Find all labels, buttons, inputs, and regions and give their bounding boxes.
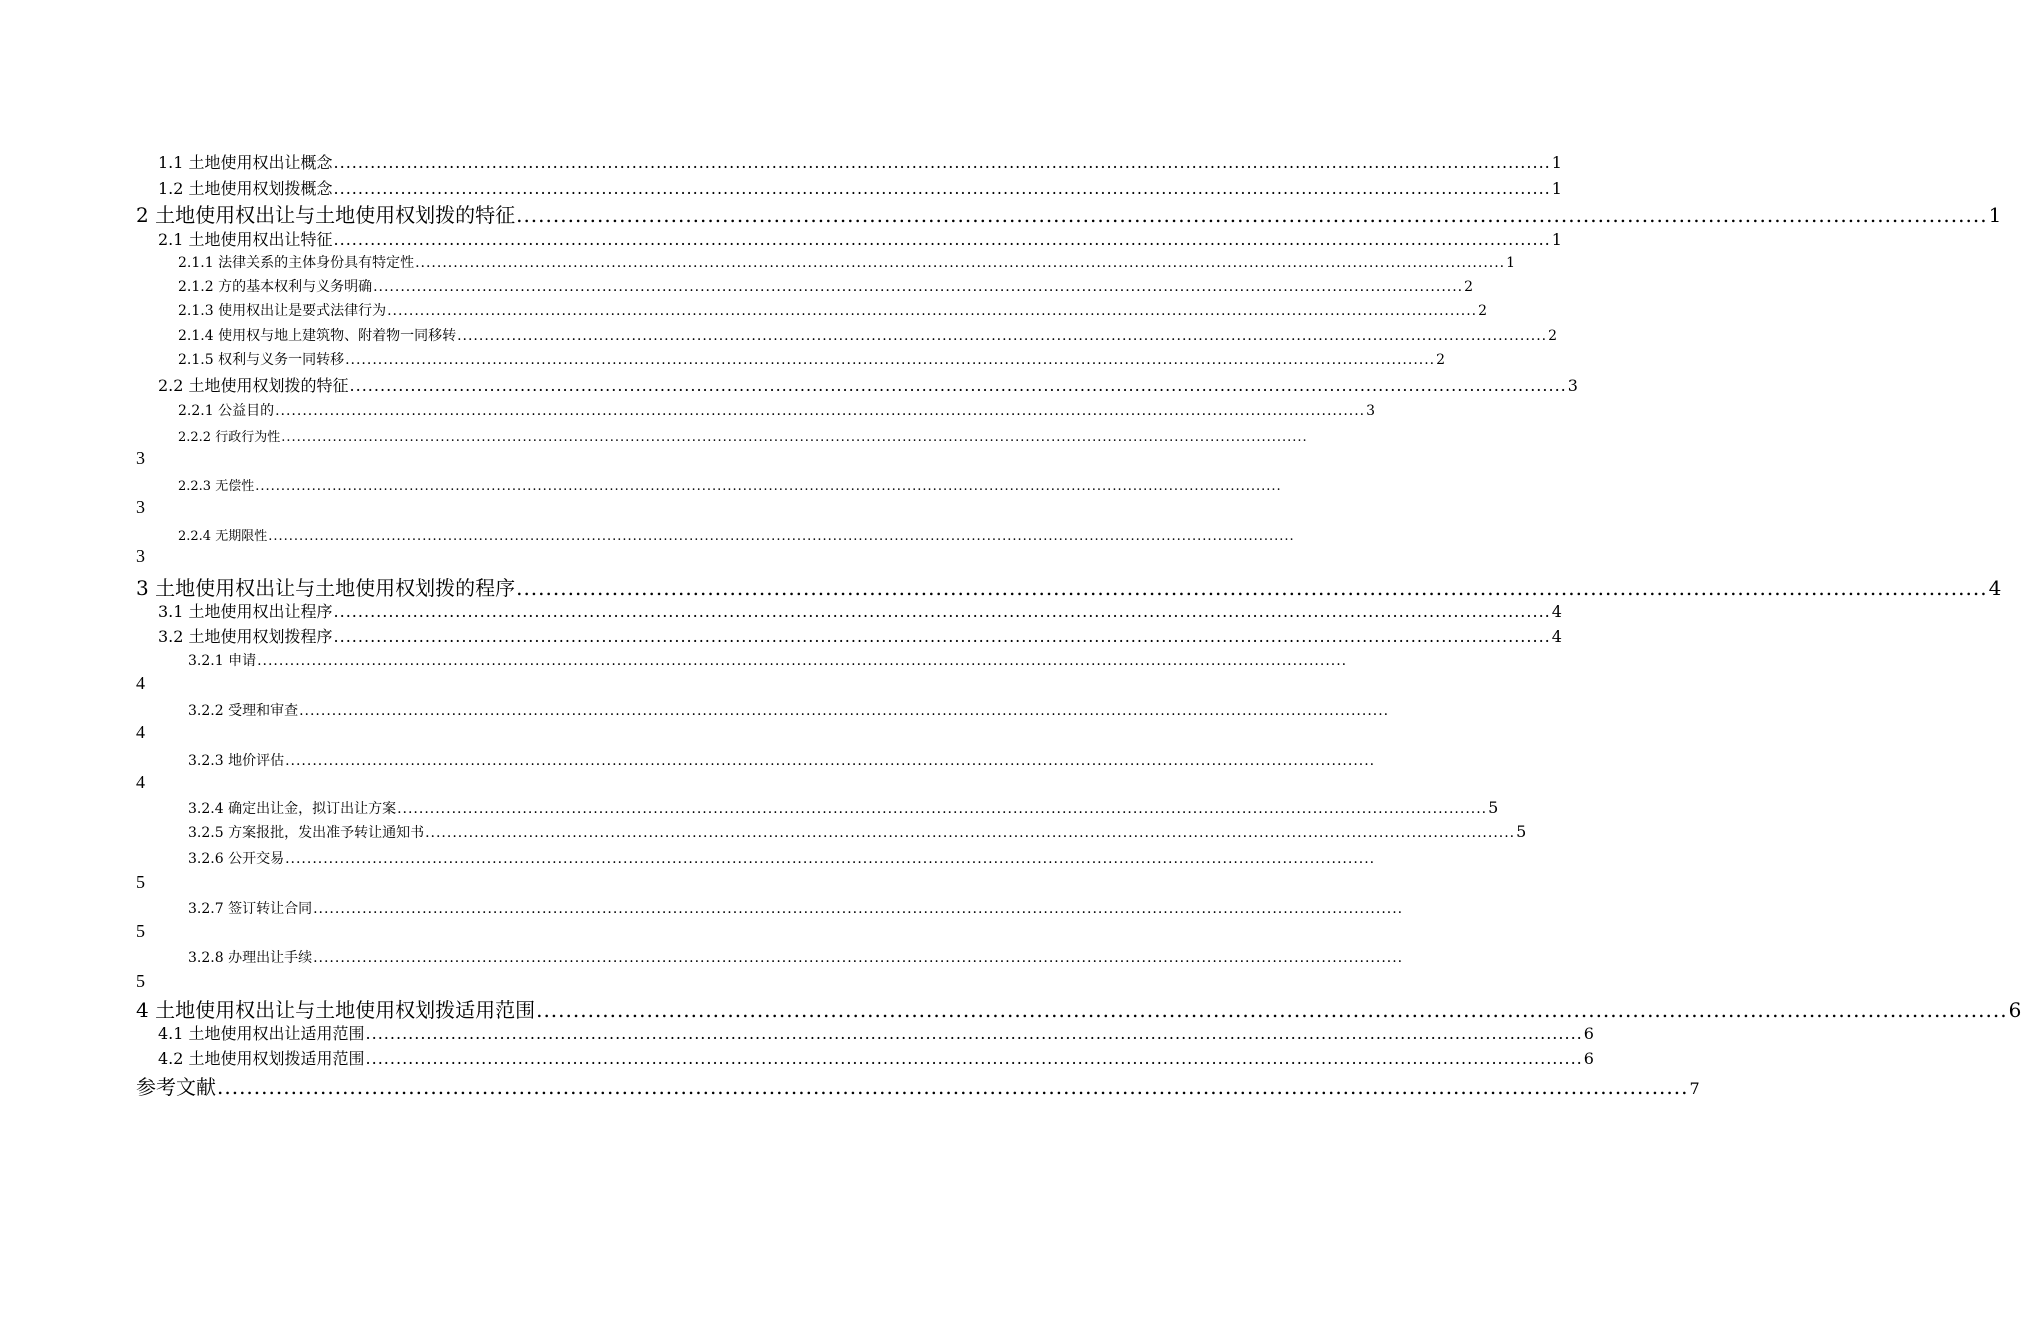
dot-leader: ........................................................................................................................................................................................................ <box>536 998 2008 1022</box>
dot-leader: ........................................................................................................................................................................................................ <box>516 576 1988 600</box>
toc-entry-page: 7 <box>1689 1079 1700 1098</box>
toc-entry[interactable] <box>158 624 1562 647</box>
toc-entry[interactable] <box>158 150 1562 173</box>
toc-entry-page: 6 <box>1583 1049 1594 1068</box>
toc-entry[interactable] <box>158 373 1578 396</box>
toc-entry-label: 3 土地使用权出让与土地使用权划拨的程序 <box>136 576 516 600</box>
dot-leader: ........................................................................................................................................................................................................ <box>397 801 1488 817</box>
toc-entry-label: 2.2.2 行政行为性 <box>178 430 281 445</box>
toc-entry-label: 2.1.4 使用权与地上建筑物、附着物一同移转 <box>178 328 457 344</box>
toc-entry[interactable] <box>188 750 1376 770</box>
toc-entry-label: 4.1 土地使用权出让适用范围 <box>158 1024 365 1043</box>
toc-entry[interactable] <box>178 300 1488 320</box>
toc-entry[interactable] <box>178 426 1308 445</box>
toc-entry-label: 3.2 土地使用权划拨程序 <box>158 627 333 646</box>
toc-entry-label: 2.2.3 无偿性 <box>178 479 255 494</box>
dot-leader: ........................................................................................................................................................................................................ <box>333 153 1551 172</box>
toc-entry-page: 4 <box>1988 576 2002 600</box>
toc-entry[interactable] <box>158 1046 1594 1069</box>
dot-leader: ........................................................................................................................................................................................................ <box>281 430 1308 445</box>
toc-entry[interactable] <box>178 325 1558 345</box>
toc-entry-label: 3.2.6 公开交易 <box>188 851 285 867</box>
toc-entry-label: 3.1 土地使用权出让程序 <box>158 602 333 621</box>
dot-leader: ........................................................................................................................................................................................................ <box>255 479 1282 494</box>
toc-entry-label: 1.2 土地使用权划拨概念 <box>158 179 333 198</box>
toc-entry-label: 2.1 土地使用权出让特征 <box>158 230 333 249</box>
toc-entry-page: 2 <box>1436 352 1446 368</box>
toc-entry-label: 4.2 土地使用权划拨适用范围 <box>158 1049 365 1068</box>
toc-entry[interactable] <box>188 700 1390 720</box>
dot-leader: ........................................................................................................................................................................................................ <box>373 279 1464 295</box>
dot-leader: ........................................................................................................................................................................................................ <box>457 328 1548 344</box>
toc-entry-page: 4 <box>1551 602 1562 621</box>
dot-leader: ........................................................................................................................................................................................................ <box>257 653 1348 669</box>
toc-entry-label: 2.2 土地使用权划拨的特征 <box>158 376 349 395</box>
toc-entry-page: 2 <box>1548 328 1558 344</box>
dot-leader: ........................................................................................................................................................................................................ <box>425 825 1516 841</box>
toc-entry-page: 5 <box>136 921 145 941</box>
toc-entry[interactable] <box>178 400 1376 420</box>
toc-entry[interactable] <box>178 475 1282 494</box>
toc-entry[interactable] <box>188 947 1404 967</box>
toc-entry[interactable] <box>136 1071 1700 1100</box>
toc-entry-page: 2 <box>1478 303 1488 319</box>
toc-entry[interactable] <box>136 994 2021 1023</box>
toc-entry[interactable] <box>158 1021 1594 1044</box>
dot-leader: ........................................................................................................................................................................................................ <box>516 203 1988 227</box>
toc-entry-label: 2 土地使用权出让与土地使用权划拨的特征 <box>136 203 516 227</box>
toc-entry-label: 3.2.3 地价评估 <box>188 753 285 769</box>
toc-entry[interactable] <box>158 227 1562 250</box>
toc-entry-page: 4 <box>136 772 145 792</box>
toc-entry-label: 2.2.4 无期限性 <box>178 529 268 544</box>
toc-entry-label: 2.2.1 公益目的 <box>178 403 275 419</box>
toc-entry[interactable] <box>158 599 1562 622</box>
toc-entry-page: 3 <box>136 497 145 517</box>
toc-entry-page: 1 <box>1988 203 2002 227</box>
dot-leader: ........................................................................................................................................................................................................ <box>365 1049 1583 1068</box>
toc-entry-page: 3 <box>1366 403 1376 419</box>
toc-entry-page: 4 <box>1551 627 1562 646</box>
toc-entry-label: 2.1.2 方的基本权利与义务明确 <box>178 279 373 295</box>
toc-entry-label: 2.1.3 使用权出让是要式法律行为 <box>178 303 387 319</box>
dot-leader: ........................................................................................................................................................................................................ <box>333 602 1551 621</box>
toc-entry-page: 6 <box>1583 1024 1594 1043</box>
toc-entry[interactable] <box>136 572 2002 601</box>
toc-entry[interactable] <box>178 276 1474 296</box>
toc-entry-label: 3.2.8 办理出让手续 <box>188 950 313 966</box>
dot-leader: ........................................................................................................................................................................................................ <box>285 753 1376 769</box>
dot-leader: ........................................................................................................................................................................................................ <box>268 529 1295 544</box>
dot-leader: ........................................................................................................................................................................................................ <box>345 352 1436 368</box>
toc-entry-page: 5 <box>136 872 145 892</box>
toc-entry-page: 4 <box>136 722 145 742</box>
toc-entry[interactable] <box>136 199 2002 228</box>
dot-leader: ........................................................................................................................................................................................................ <box>313 950 1404 966</box>
toc-entry-label: 4 土地使用权出让与土地使用权划拨适用范围 <box>136 998 536 1022</box>
toc-entry-page: 6 <box>2008 998 2021 1022</box>
toc-entry-label: 3.2.7 签订转让合同 <box>188 901 313 917</box>
toc-entry-page: 5 <box>136 971 145 991</box>
dot-leader: ........................................................................................................................................................................................................ <box>313 901 1404 917</box>
toc-entry[interactable] <box>188 822 1527 842</box>
dot-leader: ........................................................................................................................................................................................................ <box>415 255 1506 271</box>
toc-entry-label: 2.1.1 法律关系的主体身份具有特定性 <box>178 255 415 271</box>
dot-leader: ........................................................................................................................................................................................................ <box>275 403 1366 419</box>
toc-entry-page: 4 <box>136 673 145 693</box>
dot-leader: ........................................................................................................................................................................................................ <box>365 1024 1583 1043</box>
toc-entry-page: 3 <box>1567 376 1578 395</box>
dot-leader: ........................................................................................................................................................................................................ <box>387 303 1478 319</box>
toc-entry-label: 1.1 土地使用权出让概念 <box>158 153 333 172</box>
toc-entry-label: 参考文献 <box>136 1075 216 1099</box>
dot-leader: ........................................................................................................................................................................................................ <box>333 230 1551 249</box>
toc-entry-label: 3.2.4 确定出让金，拟订出让方案 <box>188 801 397 817</box>
dot-leader: ........................................................................................................................................................................................................ <box>299 703 1390 719</box>
toc-entry[interactable] <box>178 349 1446 369</box>
toc-entry[interactable] <box>188 650 1348 670</box>
toc-entry-label: 3.2.1 申请 <box>188 653 257 669</box>
toc-entry[interactable] <box>178 252 1516 272</box>
dot-leader: ........................................................................................................................................................................................................ <box>285 851 1376 867</box>
dot-leader: ........................................................................................................................................................................................................ <box>217 1075 1689 1099</box>
toc-entry-label: 2.1.5 权利与义务一同转移 <box>178 352 345 368</box>
toc-entry-page: 1 <box>1551 230 1562 249</box>
toc-entry-page: 1 <box>1506 255 1516 271</box>
dot-leader: ........................................................................................................................................................................................................ <box>349 376 1567 395</box>
toc-entry[interactable] <box>158 176 1562 199</box>
dot-leader: ........................................................................................................................................................................................................ <box>333 627 1551 646</box>
toc-entry-label: 3.2.5 方案报批，发出准予转让通知书 <box>188 825 425 841</box>
toc-entry-label: 3.2.2 受理和审查 <box>188 703 299 719</box>
toc-entry-page: 1 <box>1551 179 1562 198</box>
toc-entry[interactable] <box>188 798 1499 818</box>
dot-leader: ........................................................................................................................................................................................................ <box>333 179 1551 198</box>
toc-entry-page: 3 <box>136 546 145 566</box>
toc-entry[interactable] <box>188 898 1404 918</box>
toc-entry-page: 5 <box>1488 798 1499 817</box>
toc-entry-page: 5 <box>1516 822 1527 841</box>
toc-entry-page: 3 <box>136 448 145 468</box>
toc-entry[interactable] <box>178 525 1295 544</box>
toc-entry-page: 2 <box>1464 279 1474 295</box>
toc-entry-page: 1 <box>1551 153 1562 172</box>
toc-entry[interactable] <box>188 848 1376 868</box>
